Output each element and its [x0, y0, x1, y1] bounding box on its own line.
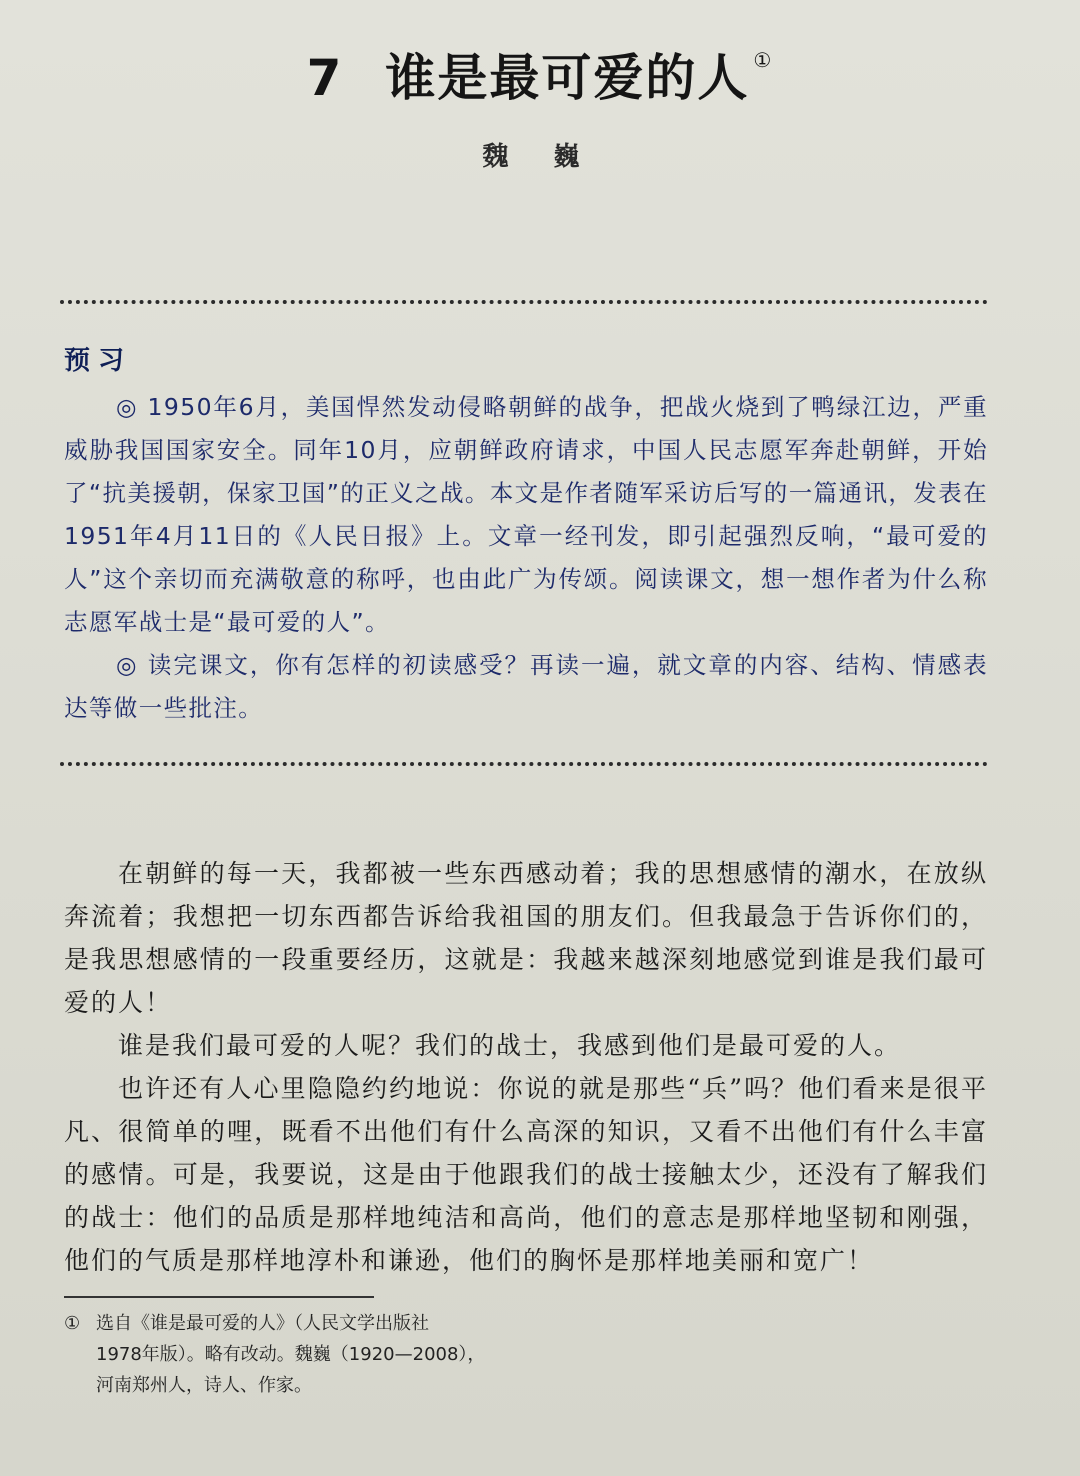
author-name: 魏 巍 [482, 142, 598, 172]
footnote [64, 1308, 534, 1401]
body-paragraph: 谁是我们最可爱的人呢？我们的战士，我感到他们是最可爱的人。 [118, 1031, 902, 1060]
preview-paragraph: ◎ 读完课文，你有怎样的初读感受？再读一遍，就文章的内容、结构、情感表达等做一些批注。 [64, 651, 988, 722]
footnote-marker: ① [64, 1313, 81, 1334]
footnote-line: 河南郑州人，诗人、作家。 [96, 1375, 312, 1396]
lesson-title [0, 38, 1080, 110]
dotted-divider-top [60, 300, 988, 304]
body-paragraph: 也许还有人心里隐隐约约地说：你说的就是那些“兵”吗？他们看来是很平凡、很简单的哩，既看不出他们有什么高深的知识，又看不出他们有什么丰富的感情。可是，我要说，这是由于他跟我们的战士接触太少，还没有了解我们的战士：他们的品质是那样地纯洁和高尚，他们的意志是那样地坚韧和刚强，他们的气质是那样地淳朴和谦逊，他们的胸怀是那样地美丽和宽广！ [64, 1074, 988, 1275]
footnote-rule [64, 1296, 374, 1298]
footnote-line: 选自《谁是最可爱的人》（人民文学出版社 [96, 1313, 429, 1334]
lesson-number: 7 [306, 49, 344, 107]
preview-paragraph: ◎ 1950年6月，美国悍然发动侵略朝鲜的战争，把战火烧到了鸭绿江边，严重威胁我国国家安全。同年10月，应朝鲜政府请求，中国人民志愿军奔赴朝鲜，开始了“抗美援朝，保家卫国”的正义之战。本文是作者随军采访后写的一篇通讯，发表在1951年4月11日的《人民日报》上。文章一经刊发，即引起强烈反响，“最可爱的人”这个亲切而充满敬意的称呼，也由此广为传颂。阅读课文，想一想作者为什么称志愿军战士是“最可爱的人”。 [64, 393, 988, 636]
body-paragraph: 在朝鲜的每一天，我都被一些东西感动着；我的思想感情的潮水，在放纵奔流着；我想把一切东西都告诉给我祖国的朋友们。但我最急于告诉你们的，是我思想感情的一段重要经历，这就是：我越来越深刻地感觉到谁是我们最可爱的人！ [64, 859, 988, 1017]
title-footnote-marker: ① [753, 48, 774, 72]
preview-heading: 预习 [64, 346, 133, 376]
dotted-divider-bottom [60, 762, 988, 766]
footnote-line: 1978年版）。略有改动。魏巍（1920—2008）， [96, 1344, 486, 1365]
body-text [64, 852, 988, 1282]
preview-section [64, 386, 988, 730]
lesson-title-text: 谁是最可爱的人 [385, 48, 750, 107]
